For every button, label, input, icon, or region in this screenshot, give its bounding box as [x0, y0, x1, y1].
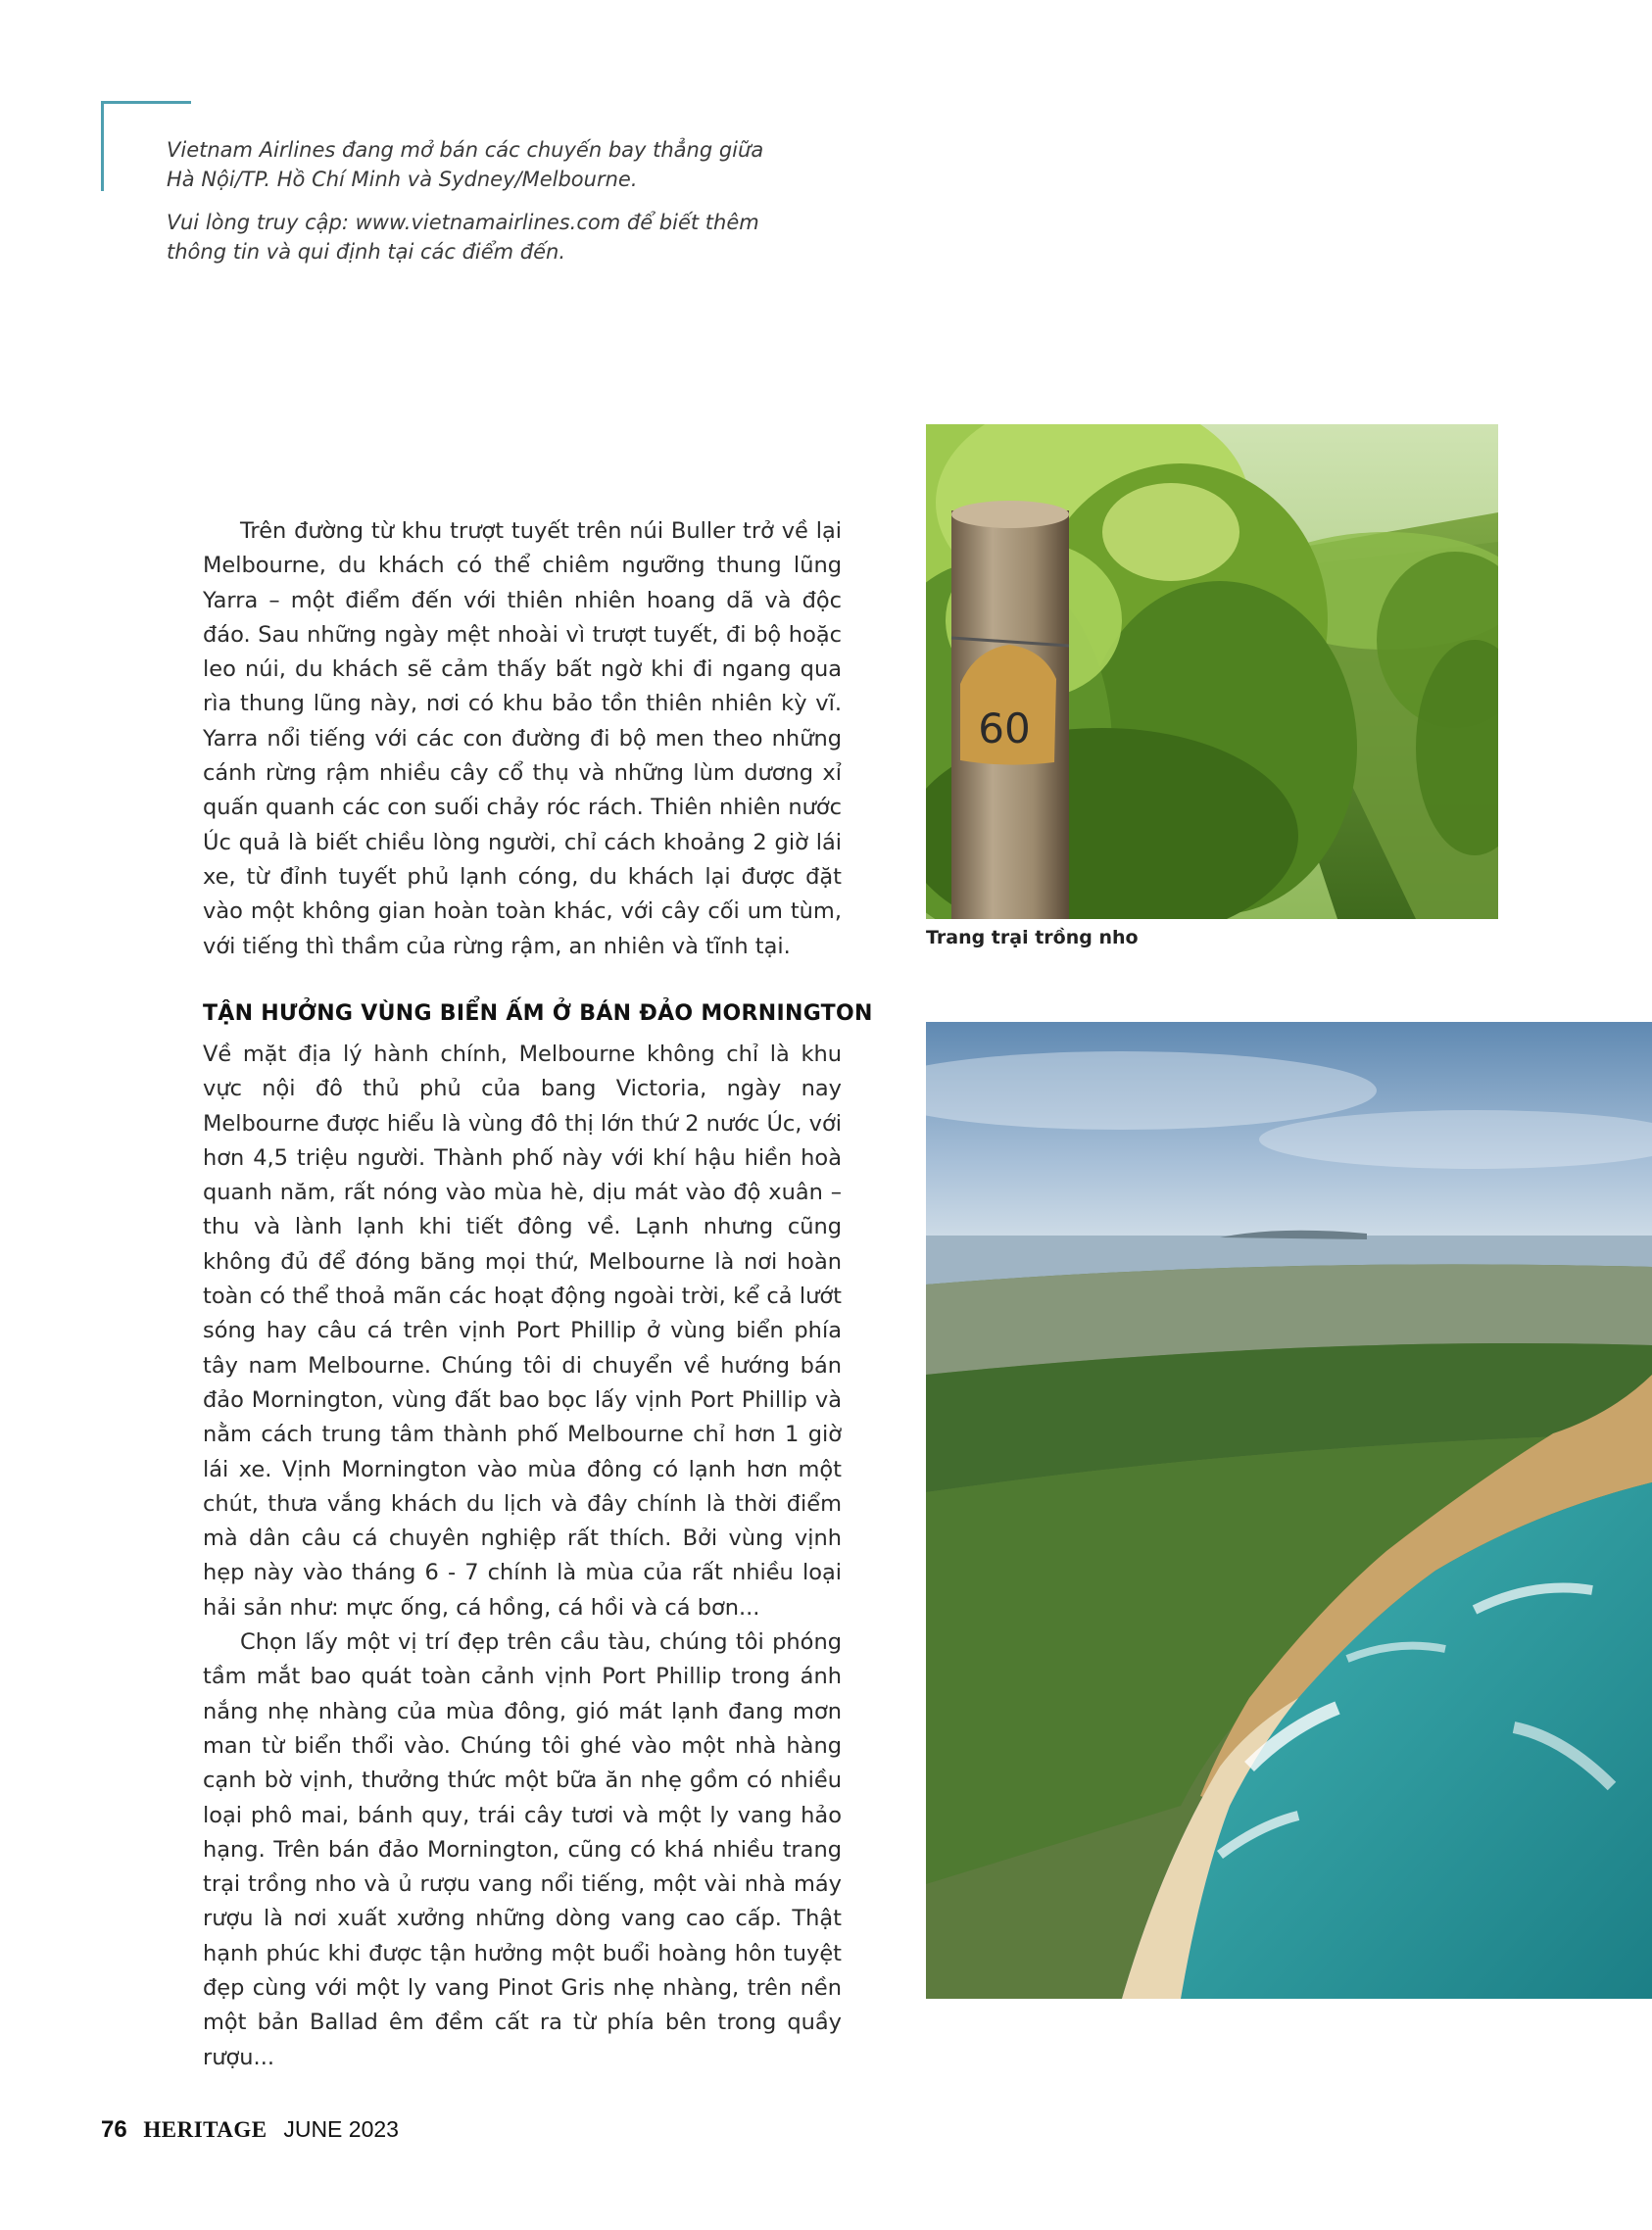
coastline-illustration [926, 1022, 1652, 1999]
info-box [167, 135, 774, 280]
coastline-photo [926, 1022, 1652, 1999]
article-paragraph: Chọn lấy một vị trí đẹp trên cầu tàu, chúng tôi phóng tầm mắt bao quát toàn cảnh vịnh Port Phillip trong ánh nắng nhẹ nhàng của mùa đông, gió mát lạnh đang mơn man từ biển thổi vào. Chúng tôi ghé vào một nhà hàng cạnh bờ vịnh, thưởng thức một bữa ăn nhẹ gồm có nhiều loại phô mai, bánh quy, trái cây tươi và một ly vang hảo hạng. Trên bán đảo Mornington, cũng có khá nhiều trang trại trồng nho và ủ rượu vang nổi tiếng, một vài nhà máy rượu là nơi xuất xưởng những dòng vang cao cấp. Thật hạnh phúc khi được tận hưởng một buổi hoàng hôn tuyệt đẹp cùng với một ly vang Pinot Gris nhẹ nhàng, trên nền một bản Ballad êm đềm cất ra từ phía bên trong quầy rượu... [203, 1629, 842, 2070]
issue-date: JUNE 2023 [283, 2116, 399, 2142]
section-heading: TẬN HƯỞNG VÙNG BIỂN ẤM Ở BÁN ĐẢO MORNINGTON [203, 1001, 873, 1026]
article-column-section [203, 1038, 842, 2075]
post-tag-number: 60 [978, 704, 1031, 752]
info-box-paragraph: Vui lòng truy cập: www.vietnamairlines.com để biết thêm thông tin và qui định tại các điểm đến. [167, 211, 759, 264]
page-footer [101, 2116, 399, 2144]
vineyard-photo [926, 424, 1498, 919]
vineyard-photo-caption: Trang trại trồng nho [926, 927, 1139, 948]
article-paragraph: Về mặt địa lý hành chính, Melbourne không chỉ là khu vực nội đô thủ phủ của bang Victoria, ngày nay Melbourne được hiểu là vùng đô thị lớn thứ 2 nước Úc, với hơn 4,5 triệu người. Thành phố này với khí hậu hiền hoà quanh năm, rất nóng vào mùa hè, dịu mát vào độ xuân – thu và lành lạnh khi tiết đông về. Lạnh nhưng cũng không đủ để đóng băng mọi thứ, Melbourne là nơi hoàn toàn có thể thoả mãn các hoạt động ngoài trời, kể cả lướt sóng hay câu cá trên vịnh Port Phillip ở vùng biển phía tây nam Melbourne. Chúng tôi di chuyển về hướng bán đảo Mornington, vùng đất bao bọc lấy vịnh Port Phillip và nằm cách trung tâm thành phố Melbourne chỉ hơn 1 giờ lái xe. Vịnh Mornington vào mùa đông có lạnh hơn một chút, thưa vắng khách du lịch và đây chính là thời điểm mà dân câu cá chuyên nghiệp rất thích. Bởi vùng vịnh hẹp này vào tháng 6 - 7 chính là mùa của rất nhiều loại hải sản như: mực ống, cá hồng, cá hồi và cá bơn... [203, 1042, 842, 1621]
article-paragraph: Trên đường từ khu trượt tuyết trên núi Buller trở về lại Melbourne, du khách có thể chiêm ngưỡng thung lũng Yarra – một điểm đến với thiên nhiên hoang dã và độc đáo. Sau những ngày mệt nhoài vì trượt tuyết, đi bộ hoặc leo núi, du khách sẽ cảm thấy bất ngờ khi đi ngang qua rìa thung lũng này, nơi có khu bảo tồn thiên nhiên kỳ vĩ. Yarra nổi tiếng với các con đường đi bộ men theo những cánh rừng rậm nhiều cây cổ thụ và những lùm dương xỉ quấn quanh các con suối chảy róc rách. Thiên nhiên nước Úc quả là biết chiều lòng người, chỉ cách khoảng 2 giờ lái xe, từ đỉnh tuyết phủ lạnh cóng, du khách lại được đặt vào một không gian hoàn toàn khác, với cây cối um tùm, với tiếng thì thầm của rừng rậm, an nhiên và tĩnh tại. [203, 518, 842, 959]
article-column-intro [203, 514, 842, 964]
page-number: 76 [101, 2116, 127, 2143]
vineyard-illustration [926, 424, 1498, 919]
magazine-name: HERITAGE [143, 2117, 267, 2142]
info-box-paragraph: Vietnam Airlines đang mở bán các chuyến bay thẳng giữa Hà Nội/TP. Hồ Chí Minh và Sydney/Melbourne. [167, 138, 764, 191]
